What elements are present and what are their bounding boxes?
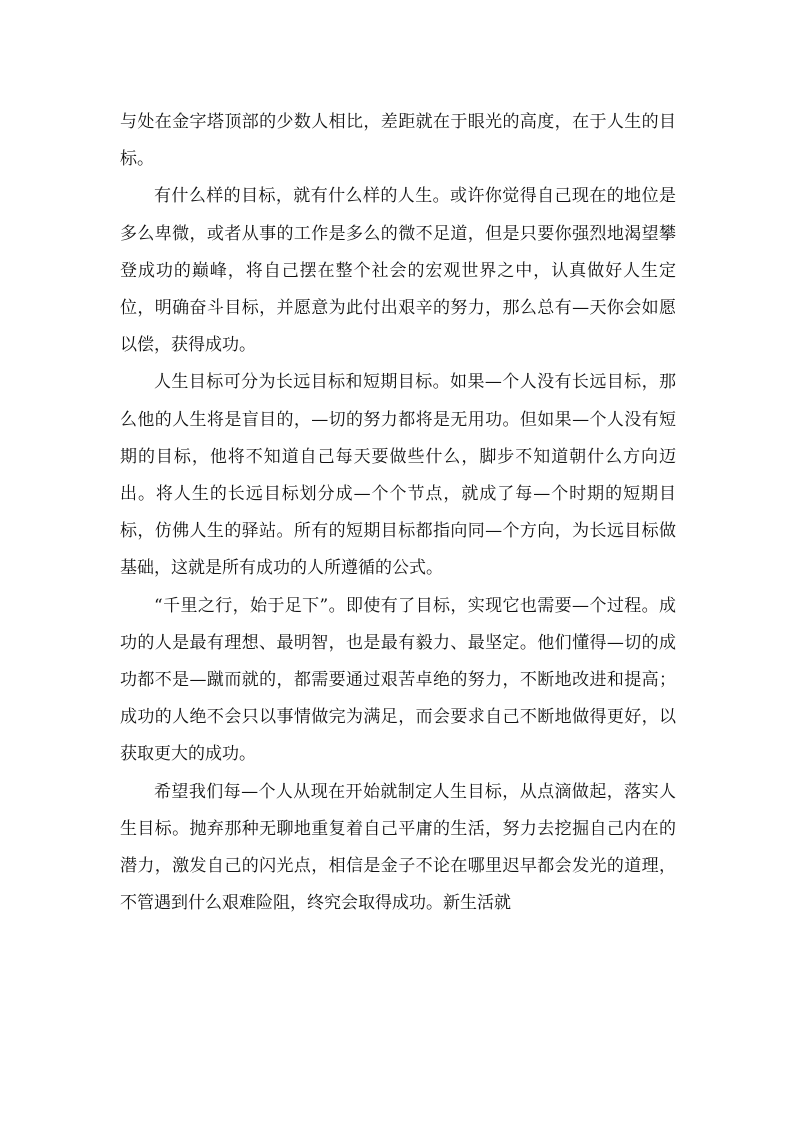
paragraph-hope-closing: 希望我们每—个人从现在开始就制定人生目标，从点滴做起，落实人生目标。抛弃那种无聊地重复着自己平庸的生活，努力去挖掘自己内在的潜力，激发自己的闪光点，相信是金子不论在哪里迟早都会发光的道理，不管遇到什么艰难险阻，终究会取得成功。新生活就 (120, 781, 676, 914)
paragraph-long-short-goals: 人生目标可分为长远目标和短期目标。如果—个人没有长远目标，那么他的人生将是盲目的，—切的努力都将是无用功。但如果—个人没有短期的目标，他将不知道自己每天要做些什么，脚步不知道朝什么方向迈出。将人生的长远目标划分成—个个节点，就成了每—个时期的短期目标，仿佛人生的驿站。所有的短期目标都指向同—个方向，为长远目标做基础，这就是所有成功的人所遵循的公式。 (120, 372, 676, 579)
paragraph-continuation: 与处在金字塔顶部的少数人相比，差距就在于眼光的高度，在于人生的目标。 (120, 112, 676, 170)
document-body (120, 104, 676, 922)
paragraph-journey-begins: “千里之行，始于足下”。即使有了目标，实现它也需要—个过程。成功的人是最有理想、最明智，也是最有毅力、最坚定。他们懂得—切的成功都不是—蹴而就的，都需要通过艰苦卓绝的努力，不断地改进和提高；成功的人绝不会只以事情做完为满足，而会要求自己不断地做得更好，以获取更大的成功。 (120, 595, 676, 765)
paragraph-goal-defines-life: 有什么样的目标，就有什么样的人生。或许你觉得自己现在的地位是多么卑微，或者从事的工作是多么的微不足道，但是只要你强烈地渴望攀登成功的巅峰，将自己摆在整个社会的宏观世界之中，认真做好人生定位，明确奋斗目标，并愿意为此付出艰辛的努力，那么总有—天你会如愿以偿，获得成功。 (120, 186, 676, 356)
